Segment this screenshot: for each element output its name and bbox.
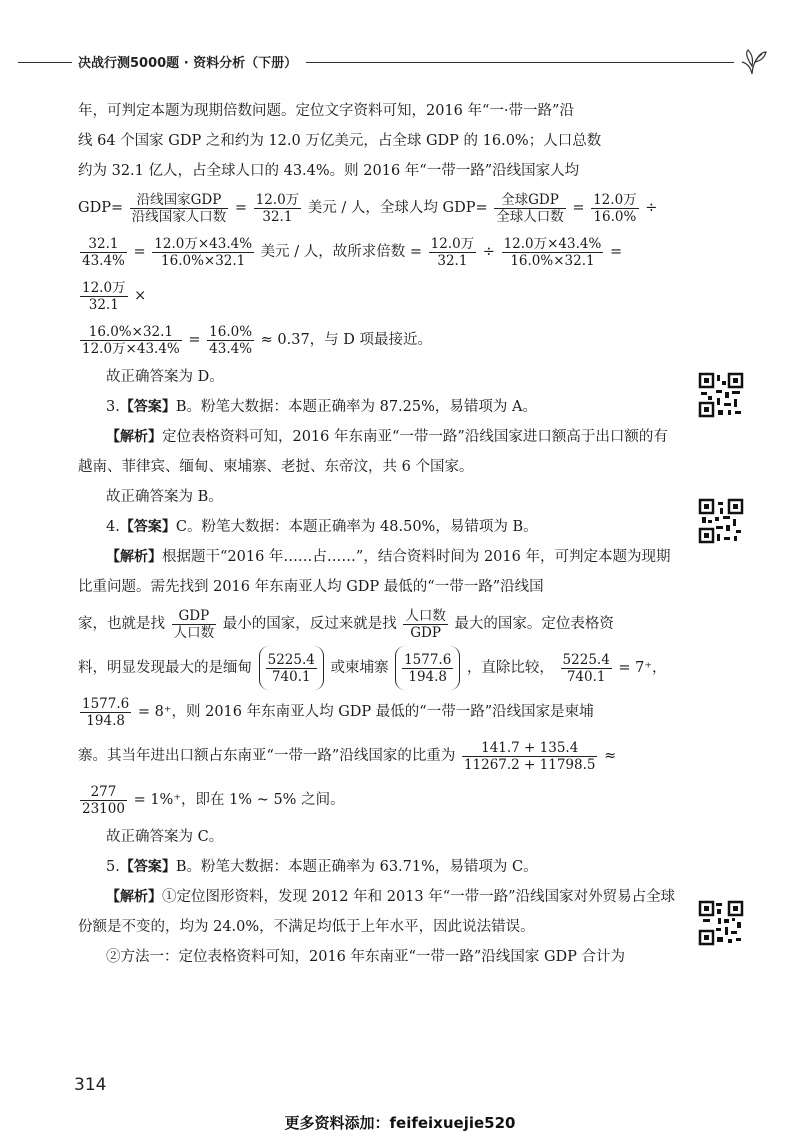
divide-sign: ÷ xyxy=(482,244,495,260)
inline-text: = 7⁺， xyxy=(618,660,667,676)
header-rule-left xyxy=(18,62,72,63)
analysis-tag: 【解析】 xyxy=(106,549,162,565)
numerator: 12.0万 xyxy=(255,191,300,208)
numerator: 人口数 xyxy=(405,607,446,624)
fraction xyxy=(494,192,566,225)
page-body xyxy=(78,96,678,972)
denominator: 人口数 xyxy=(173,624,215,641)
numerator: GDP xyxy=(172,608,217,625)
fraction xyxy=(502,236,604,269)
q2-conclusion: 故正确答案为 D。 xyxy=(106,369,224,385)
denominator: 全球人口数 xyxy=(496,208,564,225)
denominator: 沿线国家人口数 xyxy=(131,208,227,225)
inline-text: 寨。其当年进出口额占东南亚“一带一路”沿线国家的比重为 xyxy=(78,748,456,764)
numerator: 全球GDP xyxy=(494,192,566,209)
numerator: 16.0% xyxy=(209,323,253,340)
fraction xyxy=(80,324,182,357)
equals-sign: = xyxy=(234,200,247,216)
answer-text: B。粉笔大数据：本题正确率为 87.25%，易错项为 A。 xyxy=(175,399,537,415)
q2-formula-line-3 xyxy=(78,318,678,362)
numerator: 277 xyxy=(80,784,127,801)
times-sign: × xyxy=(134,288,147,304)
sprout-icon xyxy=(738,48,768,76)
denominator: 32.1 xyxy=(262,208,293,225)
denominator: 194.8 xyxy=(86,712,125,729)
qr-code-q3[interactable] xyxy=(698,372,744,418)
fraction xyxy=(130,192,229,225)
fraction xyxy=(80,236,127,269)
answer-tag: 【答案】 xyxy=(119,399,176,415)
fraction xyxy=(402,652,453,685)
fraction xyxy=(254,192,302,225)
q3-analysis xyxy=(78,422,678,482)
numerator: 5225.4 xyxy=(562,651,610,668)
fraction xyxy=(152,236,254,269)
equals-sign: = xyxy=(133,244,146,260)
denominator: 194.8 xyxy=(408,668,448,685)
q4-formula-line-2 xyxy=(78,646,678,690)
fraction xyxy=(561,652,612,685)
fraction xyxy=(591,192,639,225)
fraction xyxy=(172,608,217,641)
fraction xyxy=(266,652,317,685)
answer-text: B。粉笔大数据：本题正确率为 63.71%，易错项为 C。 xyxy=(175,859,538,875)
q5-answer xyxy=(78,852,678,882)
q3-conclusion: 故正确答案为 B。 xyxy=(106,489,223,505)
q4-analysis xyxy=(78,542,678,602)
fraction xyxy=(80,280,128,313)
fraction xyxy=(80,784,127,817)
numerator: 5225.4 xyxy=(267,651,315,668)
denominator: 16.0% xyxy=(593,208,637,225)
denominator: 11267.2 + 11798.5 xyxy=(463,756,596,773)
parenthesis xyxy=(395,646,460,690)
question-number: 3. xyxy=(106,399,120,415)
q5-method-1: ②方法一：定位表格资料可知，2016 年东南亚“一带一路”沿线国家 GDP 合计为 xyxy=(106,949,626,965)
footer-note: 更多资料添加：feifeixuejie520 xyxy=(284,1114,516,1132)
inline-text: 美元 / 人，故所求倍数 = xyxy=(260,244,423,260)
answer-tag: 【答案】 xyxy=(119,859,176,875)
analysis-tag: 【解析】 xyxy=(106,429,162,445)
header-rule-right xyxy=(306,62,734,63)
fraction xyxy=(80,696,131,729)
header-title: 决战行测5000题 · 资料分析（下册） xyxy=(78,56,298,71)
numerator: 12.0万 xyxy=(430,235,475,252)
inline-text: = 1%⁺，即在 1% ~ 5% 之间。 xyxy=(133,792,345,808)
equals-sign: = xyxy=(572,200,585,216)
q4-formula-line-3 xyxy=(78,690,678,734)
denominator: 16.0%×32.1 xyxy=(161,252,246,269)
divide-sign: ÷ xyxy=(645,200,658,216)
fraction xyxy=(403,608,448,641)
q3-answer xyxy=(78,392,678,422)
fraction xyxy=(429,236,477,269)
numerator: 32.1 xyxy=(80,236,127,253)
q2-line-3: 约为 32.1 亿人，占全球人口的 43.4%。则 2016 年“一带一路”沿线国家人均 xyxy=(78,163,580,179)
qr-code-q5[interactable] xyxy=(698,900,744,946)
denominator: 23100 xyxy=(82,800,125,817)
page-number: 314 xyxy=(74,1075,107,1095)
inline-text: 最小的国家，反过来就是找 xyxy=(222,616,397,632)
numerator: 16.0%×32.1 xyxy=(80,324,182,341)
q2-line-1: 年，可判定本题为现期倍数问题。定位文字资料可知，2016 年“一·带一路”沿 xyxy=(78,103,574,119)
numerator: 141.7 + 135.4 xyxy=(462,740,598,757)
inline-text: ≈ 0.37，与 D 项最接近。 xyxy=(260,332,433,348)
q2-formula-line-2 xyxy=(78,230,678,318)
q5-analysis xyxy=(78,882,678,942)
analysis-text: 根据题干“2016 年……占……”，结合资料时间为 2016 年，可判定本题为现期比重问题。需先找到 2016 年东南亚人均 GDP 最低的“一带一路”沿线国 xyxy=(78,549,671,595)
q4-answer xyxy=(78,512,678,542)
q4-formula-line-1 xyxy=(78,602,678,646)
inline-text: 最大的国家。定位表格资 xyxy=(454,616,614,632)
numerator: 12.0万 xyxy=(593,191,637,208)
q4-formula-line-4 xyxy=(78,734,678,778)
question-number: 4. xyxy=(106,519,120,535)
denominator: 16.0%×32.1 xyxy=(510,252,595,269)
q2-line-2: 线 64 个国家 GDP 之和约为 12.0 万亿美元，占全球 GDP 的 16.0%；人口总数 xyxy=(78,133,602,149)
numerator: 1577.6 xyxy=(404,651,452,668)
denominator: GDP xyxy=(410,624,441,641)
q2-formula-line-1 xyxy=(78,186,678,230)
denominator: 43.4% xyxy=(82,252,125,269)
denominator: 32.1 xyxy=(437,252,468,269)
denominator: 43.4% xyxy=(209,340,253,357)
analysis-tag: 【解析】 xyxy=(106,889,162,905)
inline-text: 或柬埔寨 xyxy=(330,660,389,676)
parenthesis xyxy=(259,646,324,690)
equals-sign: = xyxy=(609,244,623,260)
q4-conclusion: 故正确答案为 C。 xyxy=(106,829,224,845)
approx-sign: ≈ xyxy=(604,748,617,764)
numerator: 沿线国家GDP xyxy=(130,192,229,209)
analysis-text: 定位表格资料可知，2016 年东南亚“一带一路”沿线国家进口额高于出口额的有越南、菲律宾、缅甸、柬埔寨、老挝、东帝汶，共 6 个国家。 xyxy=(78,429,668,475)
denominator: 740.1 xyxy=(271,668,311,685)
question-number: 5. xyxy=(106,859,120,875)
numerator: 12.0万×43.4% xyxy=(503,235,602,252)
fraction xyxy=(207,324,254,357)
inline-text: 料，明显发现最大的是缅甸 xyxy=(78,660,252,676)
numerator: 12.0万 xyxy=(82,279,126,296)
fraction xyxy=(462,740,598,773)
equals-sign: = xyxy=(188,332,201,348)
numerator: 1577.6 xyxy=(82,695,130,712)
answer-text: C。粉笔大数据：本题正确率为 48.50%，易错项为 B。 xyxy=(175,519,538,535)
inline-text: ，直除比较， xyxy=(466,660,554,676)
inline-text: 美元 / 人，全球人均 GDP= xyxy=(307,200,488,216)
running-header xyxy=(0,48,800,78)
inline-text: = 8⁺，则 2016 年东南亚人均 GDP 最低的“一带一路”沿线国家是柬埔 xyxy=(137,704,594,720)
denominator: 32.1 xyxy=(88,296,119,313)
inline-text: 家，也就是找 xyxy=(78,616,165,632)
denominator: 740.1 xyxy=(566,668,606,685)
numerator: 12.0万×43.4% xyxy=(154,235,253,252)
q4-formula-line-5 xyxy=(78,778,678,822)
qr-code-q4[interactable] xyxy=(698,498,744,544)
gdp-label: GDP= xyxy=(78,200,124,216)
analysis-text: ①定位图形资料，发现 2012 年和 2013 年“一带一路”沿线国家对外贸易占全球份额是不变的，均为 24.0%，不满足均低于上年水平，因此说法错误。 xyxy=(78,889,676,935)
answer-tag: 【答案】 xyxy=(119,519,176,535)
denominator: 12.0万×43.4% xyxy=(82,340,180,357)
